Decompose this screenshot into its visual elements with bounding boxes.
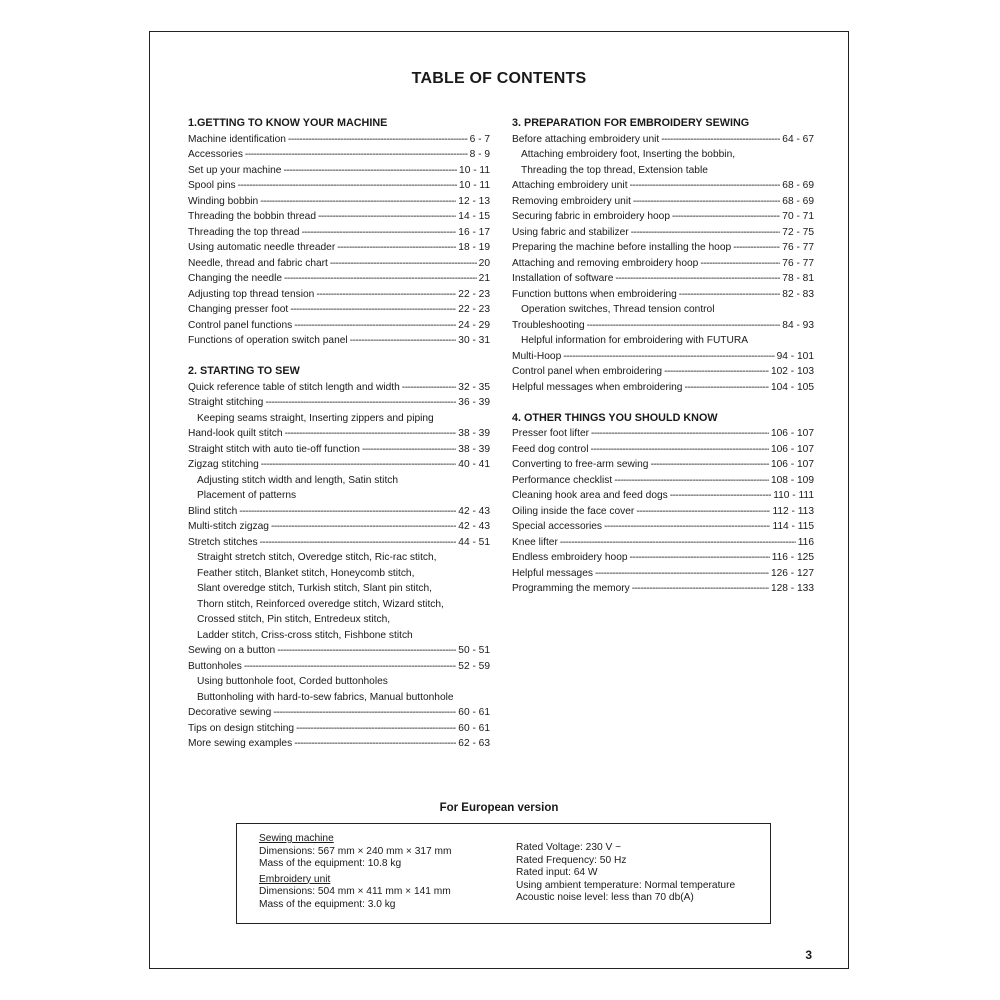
toc-entry: Blind stitch ----- 42 - 43 — [188, 504, 490, 520]
toc-subnote: Keeping seams straight, Inserting zippers and piping — [197, 412, 434, 424]
toc-entry: Hand-look quilt stitch ----- 38 - 39 — [188, 426, 490, 442]
toc-entry: Before attaching embroidery unit ----- 64 - 67 — [512, 132, 814, 148]
toc-entry: Using fabric and stabilizer ----- 72 - 75 — [512, 225, 814, 241]
toc-entry: Machine identification ----- 6 - 7 — [188, 132, 490, 148]
embroidery-unit-dimensions: Dimensions: 504 mm × 411 mm × 141 mm — [259, 886, 451, 897]
spec-right — [516, 842, 735, 905]
toc-entry: Changing the needle ----- 21 — [188, 271, 490, 287]
toc-entry: Securing fabric in embroidery hoop ----- 70 - 71 — [512, 209, 814, 225]
page-title: TABLE OF CONTENTS — [411, 70, 587, 87]
toc-entry: Set up your machine ----- 10 - 11 — [188, 163, 490, 179]
toc-subnote: Threading the top thread, Extension table — [521, 164, 708, 176]
toc-subnote: Ladder stitch, Criss-cross stitch, Fishbone stitch — [197, 629, 413, 641]
spec-left — [259, 833, 452, 911]
toc-entry: Straight stitch with auto tie-off function ----- 38 - 39 — [188, 442, 490, 458]
toc-entry: Multi-Hoop ----- 94 - 101 — [512, 349, 814, 365]
toc-entry: Programming the memory ----- 128 - 133 — [512, 581, 814, 597]
toc-entry: Cleaning hook area and feed dogs ----- 110 - 111 — [512, 488, 814, 504]
spec-box — [236, 823, 771, 924]
toc-entry: Converting to free-arm sewing ----- 106 - 107 — [512, 457, 814, 473]
section-title: 4. OTHER THINGS YOU SHOULD KNOW — [512, 411, 718, 424]
toc-entry: Knee lifter ----- 116 — [512, 535, 814, 551]
embroidery-unit-mass: Mass of the equipment: 3.0 kg — [259, 898, 396, 910]
toc-entry: Endless embroidery hoop ----- 116 - 125 — [512, 550, 814, 566]
toc-subnote: Feather stitch, Blanket stitch, Honeycomb stitch, — [197, 567, 415, 579]
toc-entry: Presser foot lifter ----- 106 - 107 — [512, 426, 814, 442]
embroidery-unit-label: Embroidery unit — [259, 873, 331, 885]
toc-entry: Adjusting top thread tension ----- 22 - 23 — [188, 287, 490, 303]
toc-entry: Feed dog control ----- 106 - 107 — [512, 442, 814, 458]
toc-entry: Helpful messages ----- 126 - 127 — [512, 566, 814, 582]
document-page — [149, 31, 849, 969]
toc-left-column — [188, 116, 490, 752]
toc-subnote: Placement of patterns — [197, 490, 297, 501]
toc-entry: Spool pins ----- 10 - 11 — [188, 178, 490, 194]
rated-input: Rated input: 64 W — [516, 867, 598, 878]
toc-subnote: Slant overedge stitch, Turkish stitch, Slant pin stitch, — [197, 583, 432, 594]
page-number: 3 — [805, 948, 812, 962]
toc-subnote: Adjusting stitch width and length, Satin stitch — [197, 474, 399, 486]
toc-entry: Removing embroidery unit ----- 68 - 69 — [512, 194, 814, 210]
toc-subnote: Straight stretch stitch, Overedge stitch, Ric-rac stitch, — [197, 552, 437, 563]
toc-entry: Special accessories ----- 114 - 115 — [512, 519, 814, 535]
toc-entry: Control panel functions ----- 24 - 29 — [188, 318, 490, 334]
toc-entry: Straight stitching ----- 36 - 39 — [188, 395, 490, 411]
toc-entry: Tips on design stitching ----- 60 - 61 — [188, 721, 490, 737]
toc-entry: Changing presser foot ----- 22 - 23 — [188, 302, 490, 318]
sewing-machine-dimensions: Dimensions: 567 mm × 240 mm × 317 mm — [259, 845, 452, 857]
toc-entry: More sewing examples ----- 62 - 63 — [188, 736, 490, 752]
section-title: 3. PREPARATION FOR EMBROIDERY SEWING — [512, 117, 750, 129]
toc-entry: Using automatic needle threader ----- 18 - 19 — [188, 240, 490, 256]
toc-entry: Oiling inside the face cover ----- 112 - 113 — [512, 504, 814, 520]
section-title: 1.GETTING TO KNOW YOUR MACHINE — [188, 117, 388, 129]
toc-entry: Helpful messages when embroidering ----- 104 - 105 — [512, 380, 814, 396]
toc-entry: Decorative sewing ----- 60 - 61 — [188, 705, 490, 721]
toc-subnote: Attaching embroidery foot, Inserting the bobbin, — [521, 149, 736, 160]
toc-entry: Performance checklist ----- 108 - 109 — [512, 473, 814, 489]
sewing-machine-label: Sewing machine — [259, 833, 334, 844]
toc-entry: Winding bobbin ----- 12 - 13 — [188, 194, 490, 210]
toc-entry: Zigzag stitching ----- 40 - 41 — [188, 457, 490, 473]
ambient-temperature: Using ambient temperature: Normal temperature — [516, 879, 736, 891]
toc-entry: Attaching embroidery unit ----- 68 - 69 — [512, 178, 814, 194]
toc-entry: Accessories ----- 8 - 9 — [188, 147, 490, 163]
toc-subnote: Thorn stitch, Reinforced overedge stitch, Wizard stitch, — [197, 598, 444, 610]
toc-entry: Function buttons when embroidering ----- 82 - 83 — [512, 287, 814, 303]
toc-entry: Functions of operation switch panel ----- 30 - 31 — [188, 333, 490, 349]
european-version-heading: For European version — [439, 802, 559, 814]
toc-entry: Quick reference table of stitch length and width ----- 32 - 35 — [188, 380, 490, 396]
toc-subnote: Helpful information for embroidering with FUTURA — [521, 335, 749, 346]
toc-entry: Threading the bobbin thread ----- 14 - 15 — [188, 209, 490, 225]
toc-subnote: Crossed stitch, Pin stitch, Entredeux stitch, — [197, 614, 391, 625]
toc-right-column — [512, 116, 814, 597]
rated-frequency: Rated Frequency: 50 Hz — [516, 854, 627, 866]
toc-entry: Sewing on a button ----- 50 - 51 — [188, 643, 490, 659]
rated-voltage: Rated Voltage: 230 V ~ — [516, 842, 622, 853]
toc-entry: Installation of software ----- 78 - 81 — [512, 271, 814, 287]
sewing-machine-mass: Mass of the equipment: 10.8 kg — [259, 858, 402, 869]
acoustic-noise: Acoustic noise level: less than 70 db(A) — [516, 892, 694, 903]
toc-entry: Threading the top thread ----- 16 - 17 — [188, 225, 490, 241]
toc-subnote: Using buttonhole foot, Corded buttonholes — [197, 676, 388, 687]
toc-entry: Stretch stitches ----- 44 - 51 — [188, 535, 490, 551]
toc-entry: Attaching and removing embroidery hoop ----- 76 - 77 — [512, 256, 814, 272]
toc-subnote: Operation switches, Thread tension control — [521, 304, 715, 315]
toc-entry: Multi-stitch zigzag ----- 42 - 43 — [188, 519, 490, 535]
toc-subnote: Buttonholing with hard-to-sew fabrics, Manual buttonhole — [197, 691, 454, 703]
toc-entry: Needle, thread and fabric chart ----- 20 — [188, 256, 490, 272]
toc-entry: Preparing the machine before installing the hoop ----- 76 - 77 — [512, 240, 814, 256]
section-title: 2. STARTING TO SEW — [188, 365, 300, 377]
toc-entry: Troubleshooting ----- 84 - 93 — [512, 318, 814, 334]
toc-entry: Buttonholes ----- 52 - 59 — [188, 659, 490, 675]
toc-entry: Control panel when embroidering ----- 102 - 103 — [512, 364, 814, 380]
